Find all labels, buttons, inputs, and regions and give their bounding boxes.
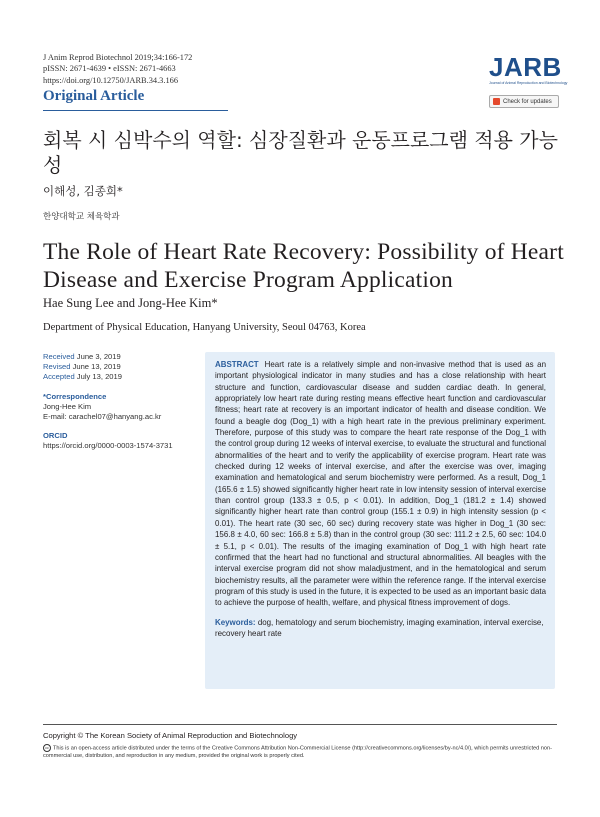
- abstract-box: [205, 352, 555, 689]
- english-affiliation: Department of Physical Education, Hanyang University, Seoul 04763, Korea: [43, 322, 366, 333]
- article-dates: [43, 352, 198, 383]
- orcid-link[interactable]: https://orcid.org/0000-0003-1574-3731: [43, 441, 173, 451]
- keywords: [215, 617, 546, 640]
- logo-text: JARB: [489, 52, 562, 82]
- abstract-text: Heart rate is a relatively simple and non-invasive method that is used as an important physiological indicator in many studies and has a close relationship with heart structure and function, cardiovascular disease and sudden cardiac death. In general, appropriately low heart rate during resting means effective heart function and cardiovascular fitness; heart rate at recovery is an important indicator of health and disease condition. We found a beagle dog (Dog_1) with a high heart rate in the previous preliminary experiment. Therefore, purpose of this study was to compare the heart rate response of the Dog_1 with the control group during 12 weeks of interval exercise, to evaluate the structural and functional abnormalities of the heart and to verify the applicability of exercise program. Heart rate was checked during 12 weeks of interval exercise, and after the exercise was over, imaging examination and hematological and serum biochemistry were performed. As a result, Dog_1 (165.6 ± 1.5) showed significantly higher heart rate in low intensity session of interval exercise than control group (133.3 ± 0.5, p < 0.01). In addition, Dog_1 (181.2 ± 1.4) showed significantly higher heart rate than control group (155.1 ± 0.9) in high intensity session (p < 0.01). The heart rate (30 sec, 60 sec) during recovery state was higher in Dog_1 (30 sec: 156.8 ± 4.0, 60 sec: 166.8 ± 5.8) than in the control group (30 sec: 111.2 ± 2.5, 60 sec: 104.0 ± 5.1, p < 0.01). The results of the imaging examination of Dog_1 with high heart rate confirmed that the heart had no functional and structural abnormalities. All beagles with the interval exercise program did not show maladjustment, and in the hematological and serum biochemistry results, all the parameter were within the reference range. If the interval exercise program of this study is used in the future, it is expected to be used as an important basic data to achieve the purpose of health, welfare, and physical fitness improvement of dogs.: [215, 360, 546, 608]
- crossmark-icon: [493, 98, 500, 105]
- correspondence-name: Jong-Hee Kim: [43, 402, 92, 412]
- keywords-text: dog, hematology and serum biochemistry, imaging examination, interval exercise, recovery heart rate: [215, 617, 544, 638]
- correspondence-email[interactable]: E-mail: carachel07@hanyang.ac.kr: [43, 412, 162, 422]
- revised-date: Revised June 13, 2019: [43, 362, 121, 372]
- journal-logo: [489, 52, 568, 85]
- correspondence-label: *Correspondence: [43, 392, 107, 401]
- journal-issn: pISSN: 2671-4639 • eISSN: 2671-4663: [43, 64, 176, 74]
- abstract-label: ABSTRACT: [215, 360, 259, 369]
- keywords-label: Keywords:: [215, 617, 256, 627]
- korean-title: 회복 시 심박수의 역할: 심장질환과 운동프로그램 적용 가능성: [43, 128, 558, 177]
- copyright: Copyright © The Korean Society of Animal Reproduction and Biotechnology: [43, 731, 298, 740]
- article-type: Original Article: [43, 88, 145, 104]
- header-divider: [43, 110, 228, 111]
- journal-doi[interactable]: https://doi.org/10.12750/JARB.34.3.166: [43, 75, 179, 85]
- orcid-label: ORCID: [43, 431, 68, 440]
- english-title: The Role of Heart Rate Recovery: Possibility of Heart Disease and Exercise Program Application: [43, 239, 564, 293]
- accepted-date: Accepted July 13, 2019: [43, 372, 122, 382]
- footer-divider: [43, 724, 557, 725]
- journal-meta: [43, 52, 192, 86]
- creative-commons-icon: cc: [43, 744, 51, 752]
- orcid: [43, 431, 198, 451]
- english-authors: Hae Sung Lee and Jong-Hee Kim*: [43, 296, 218, 310]
- received-date: Received June 3, 2019: [43, 352, 121, 361]
- license-notice: [43, 744, 559, 760]
- korean-authors: 이해성, 김종희*: [43, 184, 123, 198]
- logo-subtitle: Journal of Animal Reproduction and Biotechnology: [489, 81, 568, 85]
- journal-citation: J Anim Reprod Biotechnol 2019;34:166-172: [43, 53, 193, 62]
- abstract-body: [215, 359, 546, 609]
- correspondence: [43, 392, 198, 423]
- license-text: This is an open-access article distributed under the terms of the Creative Commons Attribution Non-Commercial License (http://creativecommons.org/licenses/by-nc/4.0/), which permits unrestricted non-commercial use, distribution, and reproduction in any medium, provided the original work is properly cited.: [43, 745, 552, 760]
- korean-affiliation: 한양대학교 체육학과: [43, 212, 120, 222]
- check-for-updates-button[interactable]: [489, 95, 559, 108]
- check-updates-label: Check for updates: [503, 98, 552, 105]
